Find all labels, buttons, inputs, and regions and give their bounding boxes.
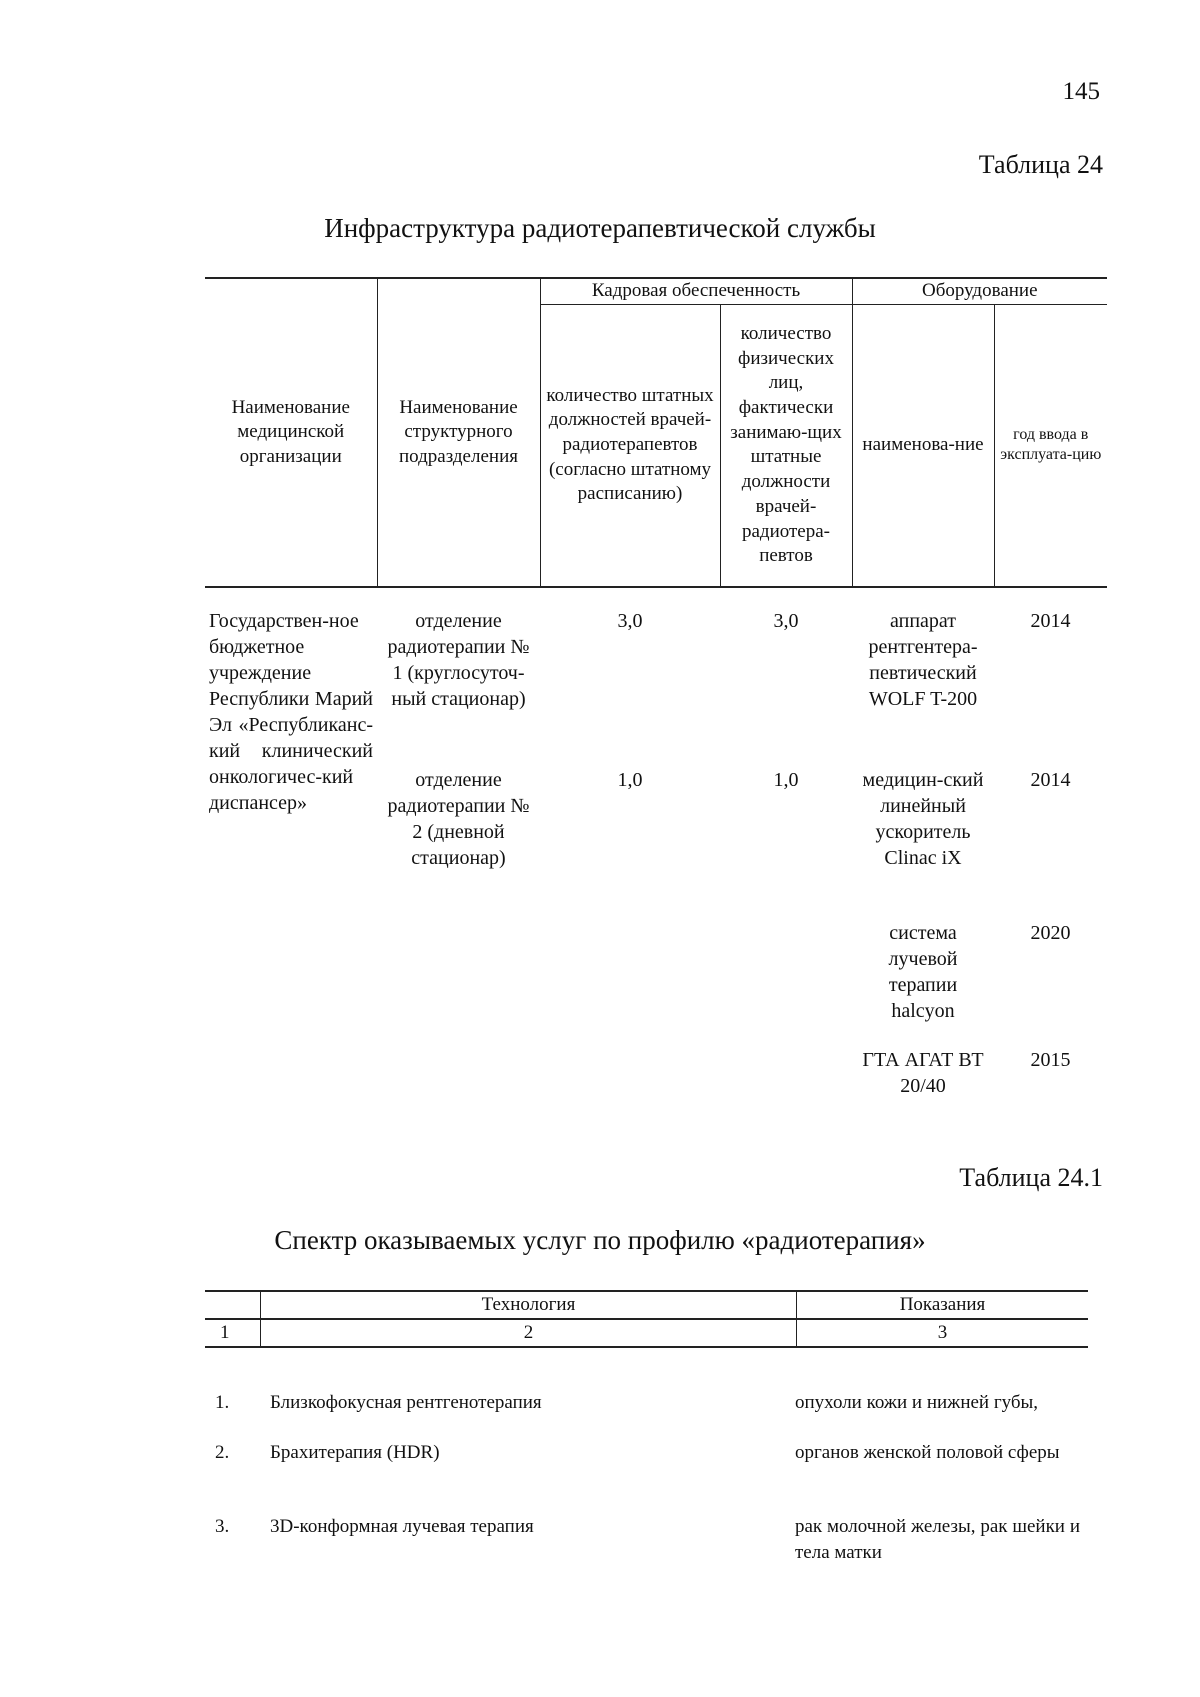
organization-name: Государствен-ное бюджетное учреждение Республики Марий Эл «Республиканс-кий клинический онкологичес-кий диспансер» bbox=[209, 610, 373, 815]
service-indications: органов женской половой сферы bbox=[795, 1442, 1060, 1463]
service-indications: рак молочной железы, рак шейки и тела матки bbox=[795, 1516, 1080, 1563]
equipment-name: система лучевой терапии halcyon bbox=[888, 922, 958, 1023]
infrastructure-table bbox=[205, 277, 1107, 1107]
table-24-1-label: Таблица 24.1 bbox=[959, 1163, 1103, 1192]
service-technology: Брахитерапия (HDR) bbox=[270, 1442, 440, 1463]
header-staffing: Кадровая обеспеченность bbox=[540, 278, 852, 304]
service-number: 2. bbox=[215, 1442, 230, 1463]
header-equipment-name: наименова-ние bbox=[852, 304, 994, 587]
service-number: 3. bbox=[215, 1516, 230, 1537]
equipment-name: медицин-ский линейный ускоритель Clinac iX bbox=[862, 769, 984, 870]
staff-persons-value: 3,0 bbox=[773, 610, 799, 633]
table-24-1-title: Спектр оказываемых услуг по профилю «радиотерапия» bbox=[274, 1225, 926, 1255]
staff-positions-value: 1,0 bbox=[617, 769, 643, 792]
table-24-title: Инфраструктура радиотерапевтической службы bbox=[324, 213, 876, 243]
col-number-2: 2 bbox=[260, 1320, 797, 1346]
header-equipment: Оборудование bbox=[852, 278, 1107, 304]
staff-persons-value: 1,0 bbox=[773, 769, 799, 792]
col-number-1: 1 bbox=[220, 1322, 230, 1343]
unit-name: отделение радиотерапии № 2 (дневной стационар) bbox=[387, 769, 530, 870]
page-number: 145 bbox=[1062, 78, 1100, 105]
col-number-3: 3 bbox=[937, 1322, 948, 1343]
service-indications: опухоли кожи и нижней губы, bbox=[795, 1392, 1039, 1413]
equipment-year: 2020 bbox=[1030, 922, 1071, 945]
header-indications: Показания bbox=[899, 1294, 986, 1315]
service-technology: Близкофокусная рентгенотерапия bbox=[270, 1392, 542, 1413]
services-table bbox=[205, 1290, 1088, 1568]
service-number: 1. bbox=[215, 1392, 230, 1413]
unit-name: отделение радиотерапии № 1 (круглосуточ-ный стационар) bbox=[387, 610, 530, 711]
equipment-year: 2014 bbox=[1030, 610, 1071, 633]
header-staff-positions: количество штатных должностей врачей-радиотерапевтов (согласно штатному расписанию) bbox=[540, 304, 720, 587]
equipment-name: ГТА АГАТ ВТ 20/40 bbox=[862, 1049, 984, 1098]
header-unit-name: Наименование структурного подразделения bbox=[377, 278, 540, 587]
equipment-year: 2015 bbox=[1030, 1049, 1071, 1072]
equipment-name: аппарат рентгентера-певтический WOLF T-200 bbox=[868, 610, 978, 711]
header-technology: Технология bbox=[260, 1292, 797, 1318]
header-equipment-year: год ввода в эксплуата-цию bbox=[994, 304, 1107, 587]
header-org-name: Наименование медицинской организации bbox=[205, 278, 377, 587]
equipment-year: 2014 bbox=[1030, 769, 1071, 792]
table-24-label: Таблица 24 bbox=[978, 150, 1103, 179]
service-technology: 3D-конформная лучевая терапия bbox=[270, 1516, 534, 1537]
header-staff-persons: количество физических лиц, фактически занимаю-щих штатные должности врачей-радиотера-певтов bbox=[720, 304, 852, 587]
staff-positions-value: 3,0 bbox=[617, 610, 643, 633]
